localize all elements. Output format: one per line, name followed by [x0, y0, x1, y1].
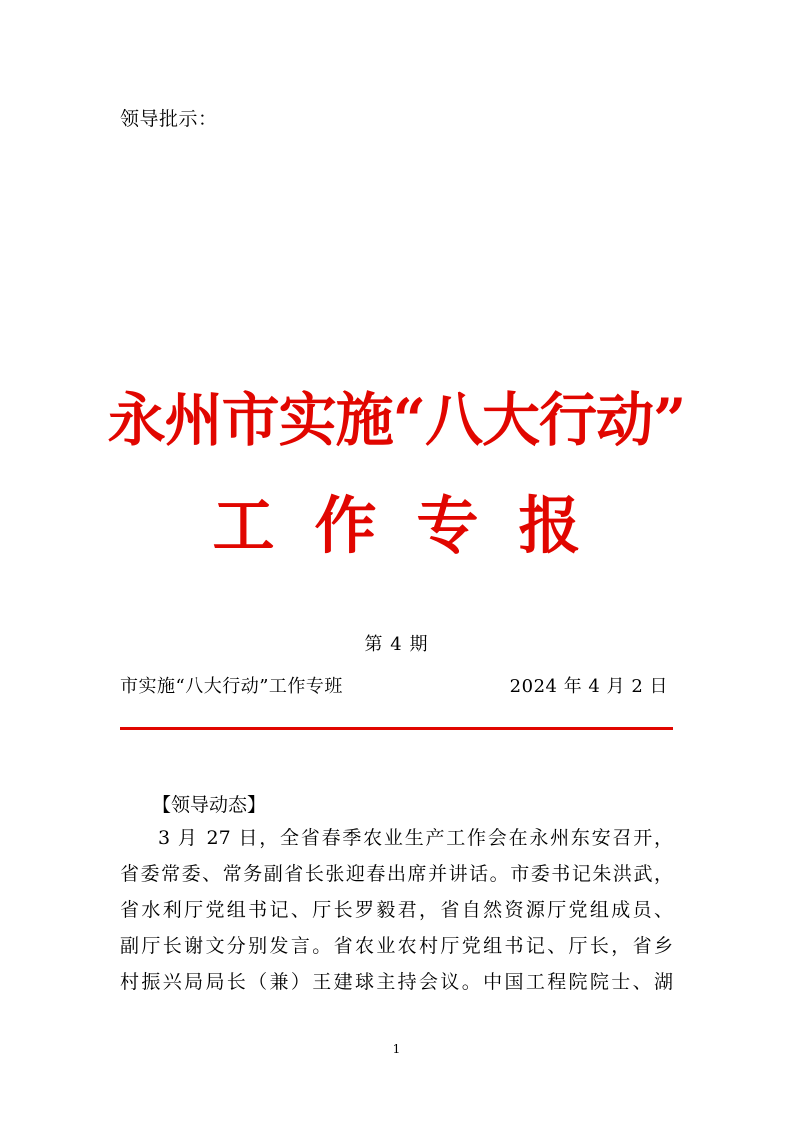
page-number: 1	[392, 1042, 401, 1056]
masthead-subtitle-char: 作	[314, 489, 377, 562]
body-paragraph	[120, 820, 673, 1000]
issuer-name: 市实施“八大行动”工作专班	[120, 676, 343, 697]
body-line: 副厅长谢文分别发言。省农业农村厅党组书记、厅长，省乡	[120, 935, 673, 957]
red-divider	[120, 727, 673, 730]
issue-date: 2024 年 4 月 2 日	[509, 676, 668, 697]
body-line: 3 月 27 日，全省春季农业生产工作会在永州东安召开，	[158, 827, 673, 849]
issue-number: 第 4 期	[364, 634, 429, 655]
masthead-subtitle-char: 工	[212, 489, 275, 562]
body-line: 省委常委、常务副省长张迎春出席并讲话。市委书记朱洪武，	[120, 863, 673, 885]
section-heading: 【领导动态】	[152, 794, 267, 816]
body-line: 村振兴局局长（兼）王建球主持会议。中国工程院院士、湖	[120, 971, 673, 993]
body-line: 省水利厅党组书记、厅长罗毅君，省自然资源厅党组成员、	[120, 899, 673, 921]
masthead-subtitle	[0, 486, 793, 566]
leader-instruction-label: 领导批示：	[120, 108, 218, 130]
issuer-row	[120, 672, 668, 698]
masthead-title: 永州市实施“八大行动”	[107, 386, 686, 454]
masthead-subtitle-char: 报	[518, 489, 581, 562]
masthead-subtitle-char: 专	[416, 489, 479, 562]
